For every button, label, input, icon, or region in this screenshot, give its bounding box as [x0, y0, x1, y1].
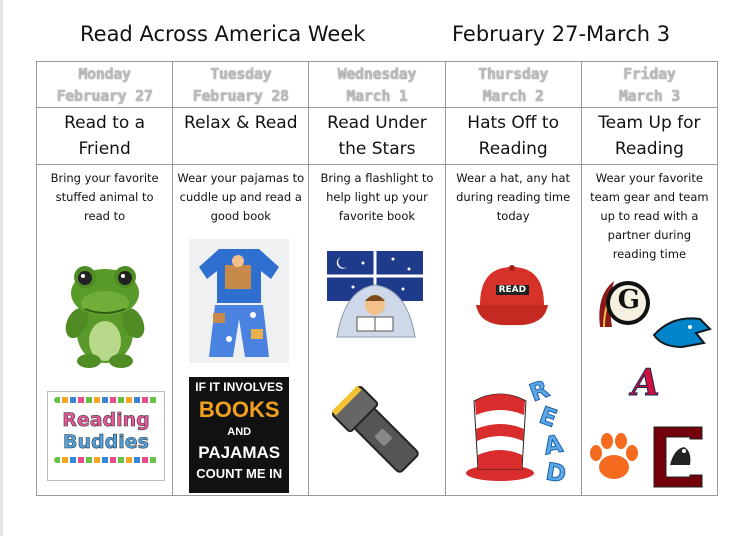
day-name: Monday — [78, 65, 131, 83]
a-letter: A — [631, 362, 660, 404]
desc-friday: Wear your favorite team gear and team up to read with a partner during reading time — [590, 171, 709, 261]
cap-shape — [472, 261, 552, 331]
day-name: Thursday — [478, 65, 549, 83]
description-row — [37, 165, 718, 496]
team-logos-icon — [582, 265, 718, 495]
pajamas-icon — [189, 239, 289, 363]
theme-friday: Team Up for Reading — [598, 113, 701, 159]
desc-cell-tuesday — [173, 165, 309, 496]
desc-thursday: Wear a hat, any hat during reading time today — [456, 171, 571, 223]
read-letter-a: A — [541, 429, 565, 461]
sign-line-4: PAJAMAS — [198, 443, 281, 462]
desc-tuesday: Wear your pajamas to cuddle up and read a good book — [177, 171, 305, 223]
day-date: March 2 — [482, 87, 544, 105]
sign-line-3: AND — [227, 426, 252, 438]
panther-icon — [652, 313, 712, 353]
reading-buddies-line1: Reading — [62, 409, 150, 431]
desc-cell-friday — [581, 165, 717, 496]
hat-label: READ — [496, 285, 530, 295]
theme-monday: Read to a Friend — [64, 113, 146, 159]
read-letter-r: R — [525, 374, 553, 408]
g-logo — [594, 275, 652, 333]
day-name: Tuesday — [210, 65, 272, 83]
paw-icon — [588, 431, 640, 483]
week-schedule-table — [36, 61, 718, 496]
cat-in-hat-icon — [464, 389, 536, 481]
desc-wednesday: Bring a flashlight to help light up your favorite book — [320, 171, 434, 223]
theme-wednesday: Read Under the Stars — [327, 113, 427, 159]
day-name: Wednesday — [337, 65, 417, 83]
day-name: Friday — [623, 65, 676, 83]
a-logo — [622, 363, 670, 403]
pajamas-sign — [189, 377, 289, 493]
day-date: February 28 — [192, 87, 289, 105]
desc-cell-thursday — [445, 165, 581, 496]
dot-border-top — [54, 397, 158, 403]
day-date: March 3 — [618, 87, 680, 105]
day-date: February 27 — [56, 87, 153, 105]
reading-buddies-sign — [47, 391, 165, 481]
day-monday — [37, 62, 173, 108]
reading-buddies-line2: Buddies — [63, 431, 149, 453]
stuffed-alligator-icon — [55, 257, 155, 369]
red-cap-icon — [472, 261, 552, 331]
theme-tuesday: Relax & Read — [184, 113, 298, 133]
theme-thursday: Hats Off to Reading — [467, 113, 559, 159]
g-letter: G — [617, 285, 640, 315]
dot-border-bottom — [54, 457, 158, 463]
flashlight-icon — [331, 385, 423, 477]
read-letters — [525, 374, 580, 489]
day-friday — [581, 62, 717, 108]
day-date: March 1 — [346, 87, 408, 105]
desc-cell-monday — [37, 165, 173, 496]
page-title: Read Across America Week — [80, 22, 366, 46]
page-header — [0, 22, 744, 54]
gamecock-icon — [650, 425, 706, 489]
sign-line-2: BOOKS — [198, 397, 280, 422]
day-tuesday — [173, 62, 309, 108]
day-thursday — [445, 62, 581, 108]
desc-monday: Bring your favorite stuffed animal to read to — [50, 171, 159, 223]
read-letter-d: D — [543, 457, 568, 489]
desc-cell-wednesday — [309, 165, 445, 496]
read-letter-e: E — [535, 401, 561, 433]
day-wednesday — [309, 62, 445, 108]
week-dates: February 27-March 3 — [452, 22, 671, 46]
sign-line-5: COUNT ME IN — [196, 466, 283, 481]
sign-line-1: IF IT INVOLVES — [195, 380, 284, 394]
page-edge — [0, 0, 3, 536]
child-reading-under-blanket-icon — [323, 249, 427, 343]
day-row — [37, 62, 718, 108]
theme-row — [37, 108, 718, 165]
